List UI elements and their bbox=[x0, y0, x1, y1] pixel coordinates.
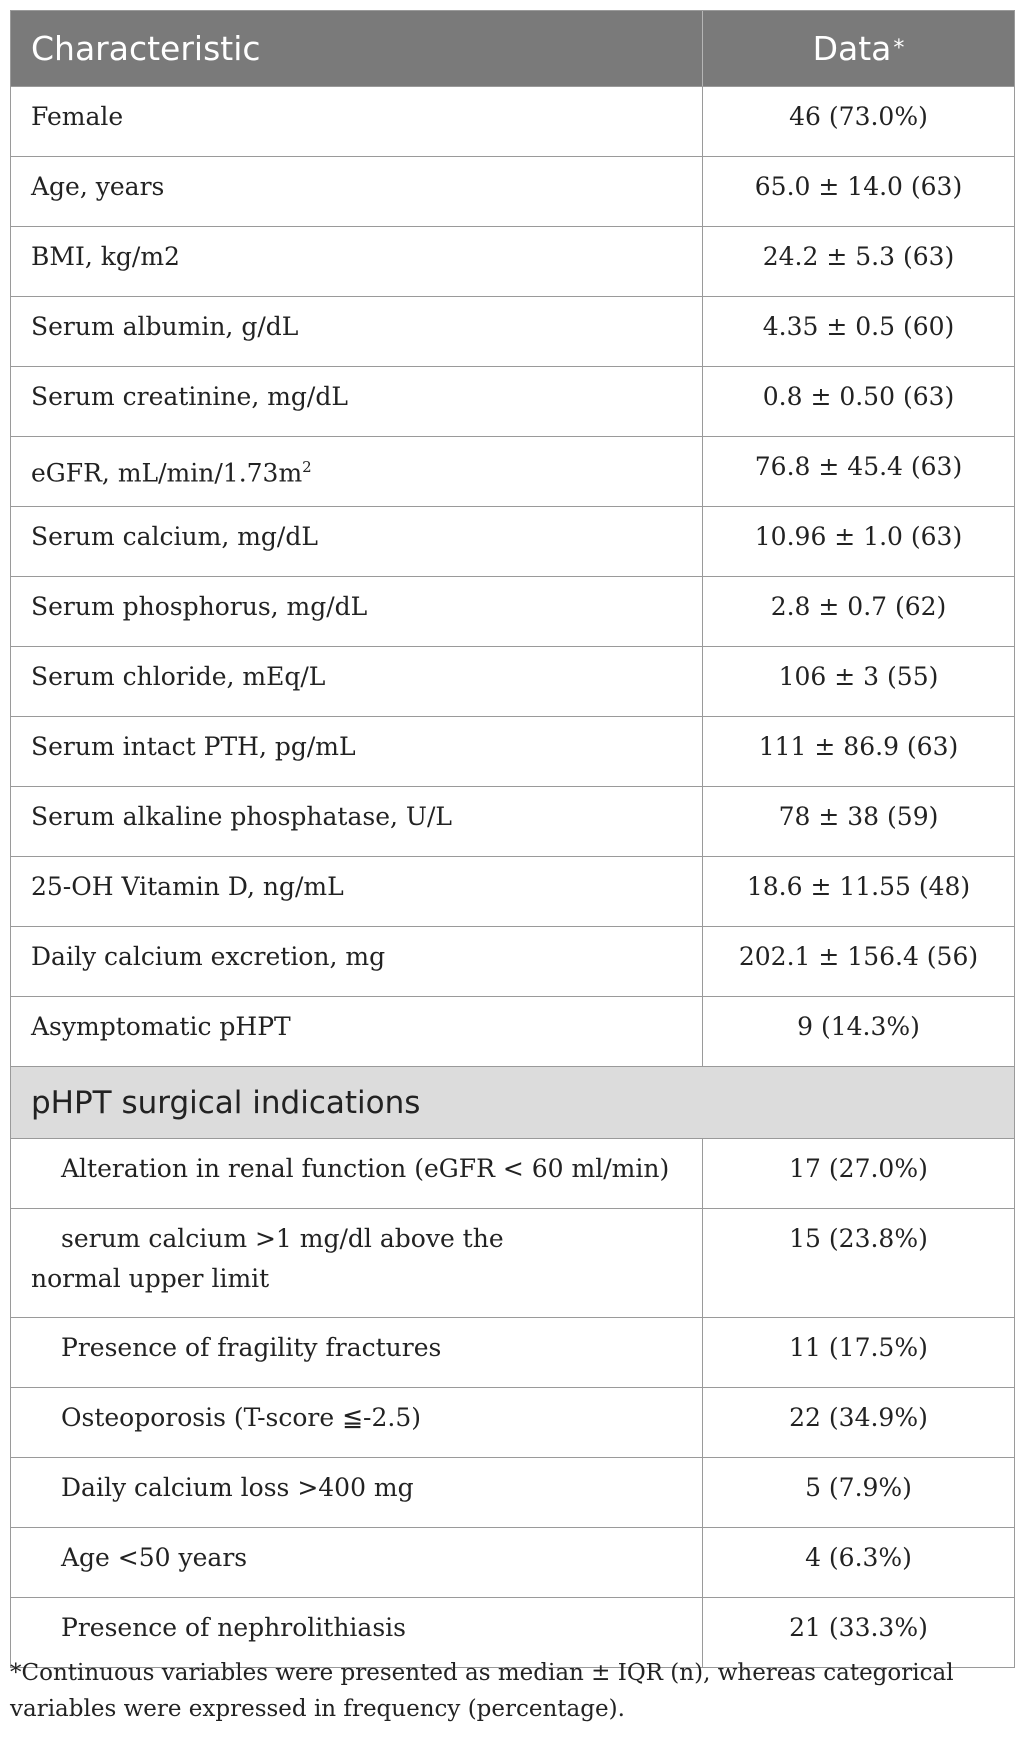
row-value: 10.96 ± 1.0 (63) bbox=[754, 522, 963, 551]
table-row bbox=[11, 576, 1014, 646]
characteristics-table bbox=[10, 10, 1015, 1668]
row-label: Serum alkaline phosphatase, U/L bbox=[31, 802, 452, 831]
table-row bbox=[11, 646, 1014, 716]
header-data bbox=[703, 11, 1014, 86]
row-value: 22 (34.9%) bbox=[789, 1403, 928, 1432]
row-value: 11 (17.5%) bbox=[789, 1333, 928, 1362]
row-label-superscript: 2 bbox=[302, 458, 312, 476]
row-value: 5 (7.9%) bbox=[805, 1473, 912, 1502]
table-row bbox=[11, 996, 1014, 1066]
row-value: 65.0 ± 14.0 (63) bbox=[754, 172, 963, 201]
section-header: pHPT surgical indications bbox=[11, 1066, 1014, 1138]
table-row bbox=[11, 296, 1014, 366]
row-label: eGFR, mL/min/1.73m bbox=[31, 458, 303, 488]
table-row bbox=[11, 1317, 1014, 1387]
table-row bbox=[11, 1457, 1014, 1527]
row-label: 25-OH Vitamin D, ng/mL bbox=[31, 872, 344, 901]
table-row bbox=[11, 86, 1014, 156]
row-label: Age, years bbox=[31, 172, 165, 201]
table-row bbox=[11, 856, 1014, 926]
row-label: Serum calcium, mg/dL bbox=[31, 522, 318, 551]
table-row bbox=[11, 1138, 1014, 1208]
header-data-marker: * bbox=[893, 36, 905, 61]
row-value: 4 (6.3%) bbox=[805, 1543, 912, 1572]
row-value: 4.35 ± 0.5 (60) bbox=[762, 312, 955, 341]
table-footnote: *Continuous variables were presented as median ± IQR (n), whereas categorical variables were expressed in frequency (percentage). bbox=[10, 1660, 954, 1722]
table-row bbox=[11, 506, 1014, 576]
row-value: 46 (73.0%) bbox=[789, 102, 928, 131]
row-label: Serum intact PTH, pg/mL bbox=[31, 732, 356, 761]
row-value: 9 (14.3%) bbox=[797, 1012, 920, 1041]
row-value: 0.8 ± 0.50 (63) bbox=[762, 382, 955, 411]
row-value: 2.8 ± 0.7 (62) bbox=[770, 592, 947, 621]
row-value: 202.1 ± 156.4 (56) bbox=[738, 942, 979, 971]
header-data-label: Data bbox=[812, 29, 892, 68]
row-value: 24.2 ± 5.3 (63) bbox=[762, 242, 955, 271]
table-row bbox=[11, 786, 1014, 856]
table-row bbox=[11, 436, 1014, 506]
row-value: 111 ± 86.9 (63) bbox=[758, 732, 959, 761]
row-label: Serum chloride, mEq/L bbox=[31, 662, 326, 691]
row-value: 17 (27.0%) bbox=[789, 1154, 928, 1183]
table-header bbox=[11, 11, 1014, 86]
table-row bbox=[11, 1527, 1014, 1597]
table-row bbox=[11, 156, 1014, 226]
row-value: 15 (23.8%) bbox=[789, 1224, 928, 1253]
row-label: Female bbox=[31, 102, 124, 131]
row-label: serum calcium >1 mg/dl above the normal upper limit bbox=[31, 1224, 504, 1293]
row-label: Osteoporosis (T-score ≦-2.5) bbox=[61, 1403, 422, 1432]
table-row bbox=[11, 1387, 1014, 1457]
table-row bbox=[11, 226, 1014, 296]
row-label: Asymptomatic pHPT bbox=[31, 1012, 291, 1041]
table-row bbox=[11, 716, 1014, 786]
row-value: 78 ± 38 (59) bbox=[778, 802, 939, 831]
row-label: Daily calcium excretion, mg bbox=[31, 942, 386, 971]
row-value: 76.8 ± 45.4 (63) bbox=[754, 452, 963, 481]
table-row bbox=[11, 926, 1014, 996]
table-row bbox=[11, 1208, 1014, 1317]
row-label: Age <50 years bbox=[61, 1543, 248, 1572]
row-label: Presence of nephrolithiasis bbox=[61, 1613, 406, 1642]
row-value: 21 (33.3%) bbox=[789, 1613, 928, 1642]
row-label: Serum creatinine, mg/dL bbox=[31, 382, 348, 411]
row-value: 106 ± 3 (55) bbox=[778, 662, 939, 691]
row-label: Serum albumin, g/dL bbox=[31, 312, 299, 341]
row-label: BMI, kg/m2 bbox=[31, 242, 180, 271]
row-value: 18.6 ± 11.55 (48) bbox=[746, 872, 971, 901]
table-row bbox=[11, 366, 1014, 436]
header-characteristic: Characteristic bbox=[11, 11, 703, 86]
row-label: Alteration in renal function (eGFR < 60 ml/min) bbox=[61, 1154, 670, 1183]
row-label: Serum phosphorus, mg/dL bbox=[31, 592, 368, 621]
row-label: Daily calcium loss >400 mg bbox=[61, 1473, 414, 1502]
row-label: Presence of fragility fractures bbox=[61, 1333, 442, 1362]
